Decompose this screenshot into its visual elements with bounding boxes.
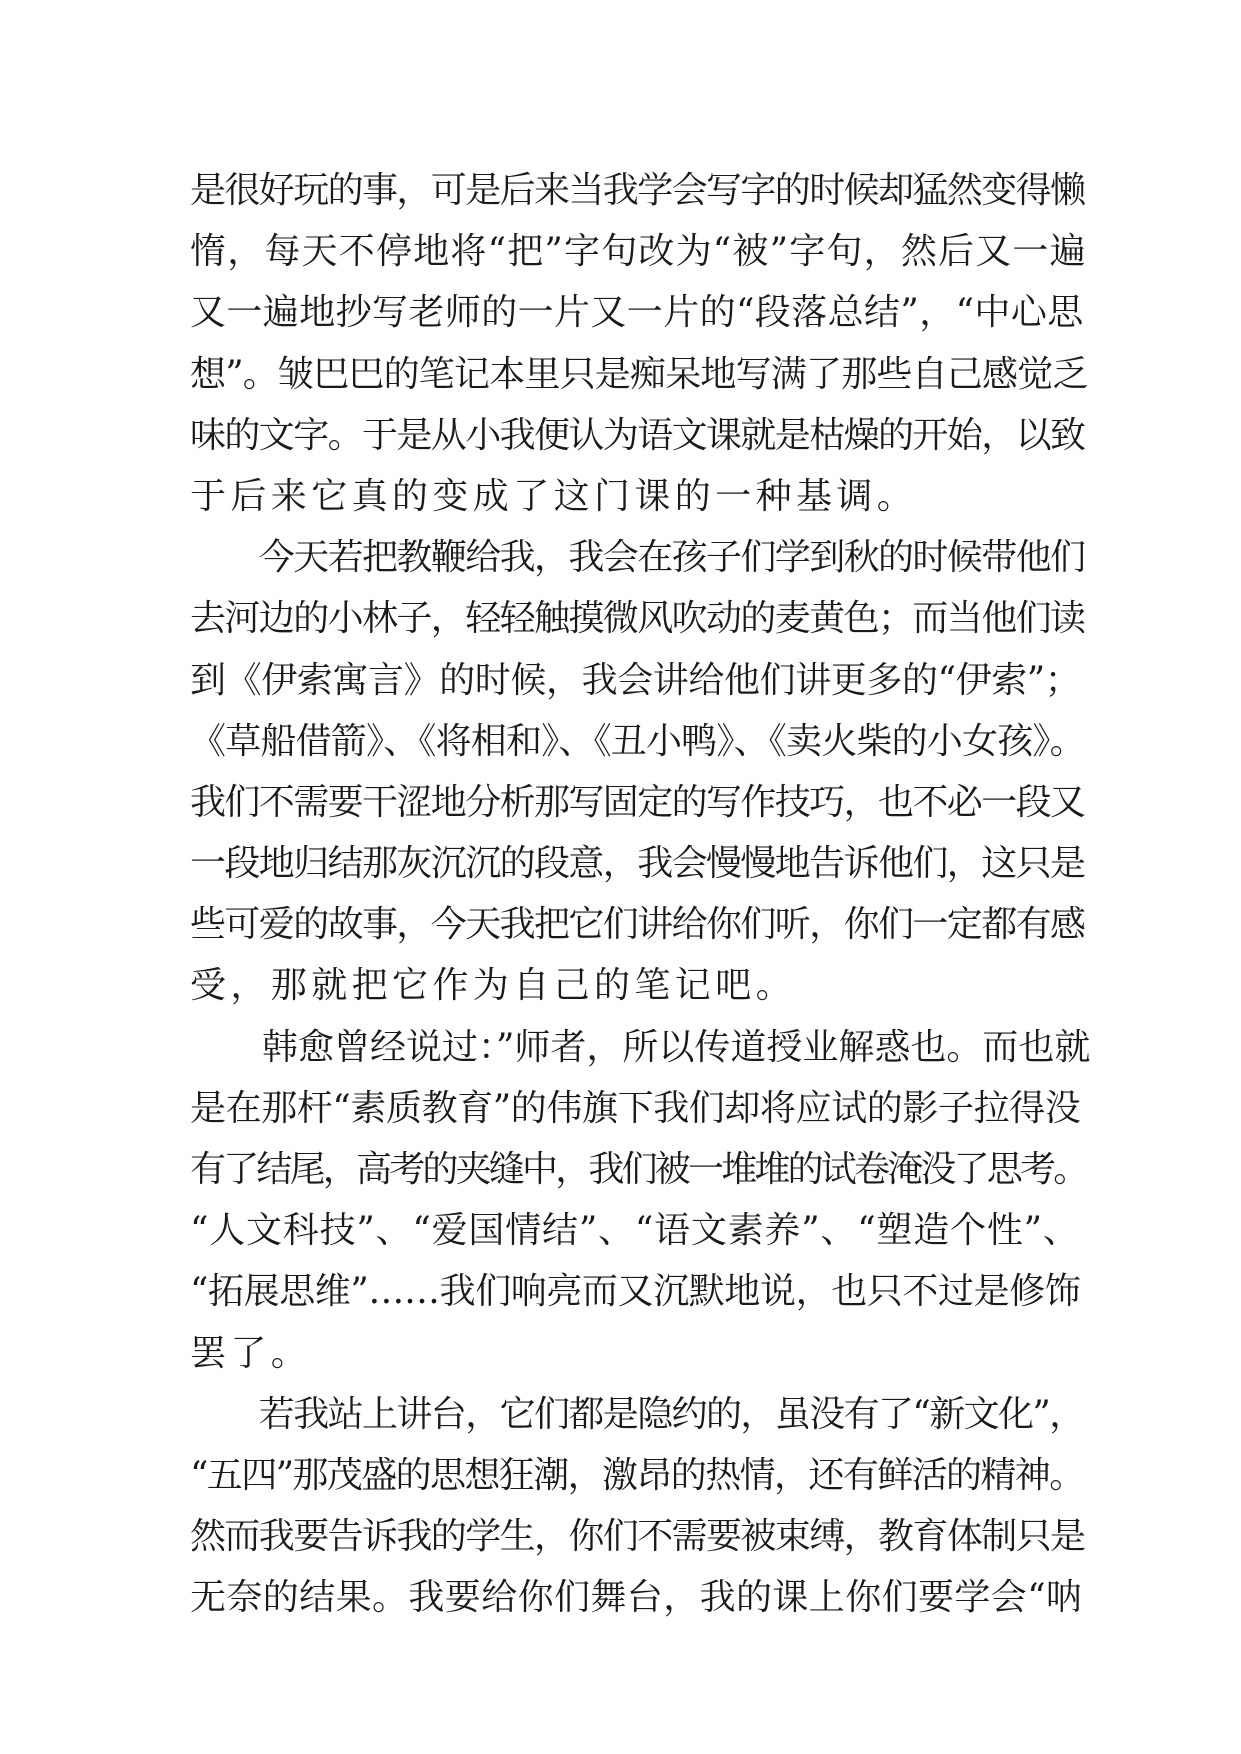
text-line: 是很好玩的事，可是后来当我学会写字的时候却猛然变得懒	[190, 170, 1085, 211]
text-line: 惰，每天不停地将“把”字句改为“被”字句，然后又一遍	[190, 231, 1087, 273]
text-line: 又一遍地抄写老师的一片又一片的“段落总结”，“中心思	[190, 292, 1084, 334]
text-line: 想”。皱巴巴的笔记本里只是痴呆地写满了那些自己感觉乏	[190, 353, 1088, 395]
text-line: 罢了。	[190, 1332, 312, 1374]
text-line: 然而我要告诉我的学生，你们不需要被束缚，教育体制只是	[190, 1516, 1085, 1558]
text-line: 一段地归结那灰沉沉的段意，我会慢慢地告诉他们，这只是	[190, 843, 1085, 885]
text-line: 无奈的结果。我要给你们舞台，我的课上你们要学会“呐	[190, 1577, 1083, 1619]
text-line: “拓展思维”……我们响亮而又沉默地说，也只不过是修饰	[190, 1271, 1081, 1313]
text-line: 到《伊索寓言》的时候，我会讲给他们讲更多的“伊索”；	[190, 659, 1081, 701]
text-line: 味的文字。于是从小我便认为语文课就是枯燥的开始，以致	[190, 414, 1085, 456]
body-text	[190, 160, 1090, 1629]
text-line: 于后来它真的变成了这门课的一种基调。	[190, 475, 918, 517]
text-line: 受，那就把它作为自己的笔记吧。	[190, 965, 797, 1007]
text-line: 有了结尾，高考的夹缝中，我们被一堆堆的试卷淹没了思考。	[190, 1149, 1087, 1190]
text-line: 韩愈曾经说过：”师者，所以传道授业解惑也。而也就	[190, 1026, 1091, 1068]
text-line: 我们不需要干涩地分析那写固定的写作技巧，也不必一段又	[190, 781, 1085, 823]
text-line: 《草船借箭》、《将相和》、《丑小鸭》、《卖火柴的小女孩》。	[190, 720, 1085, 762]
text-line: 若我站上讲台，它们都是隐约的，虽没有了“新文化”，	[190, 1393, 1084, 1435]
text-line: 些可爱的故事，今天我把它们讲给你们听，你们一定都有感	[190, 904, 1085, 946]
text-line: 今天若把教鞭给我，我会在孩子们学到秋的时候带他们	[190, 537, 1085, 579]
text-line: “五四”那茂盛的思想狂潮，激昂的热情，还有鲜活的精神。	[190, 1454, 1084, 1496]
text-line: 是在那杆“素质教育”的伟旗下我们却将应试的影子拉得没	[190, 1087, 1081, 1129]
text-line: “人文科技”、“爱国情结”、“语文素养”、“塑造个性”、	[190, 1210, 1080, 1252]
text-line: 去河边的小林子，轻轻触摸微风吹动的麦黄色；而当他们读	[190, 598, 1085, 640]
